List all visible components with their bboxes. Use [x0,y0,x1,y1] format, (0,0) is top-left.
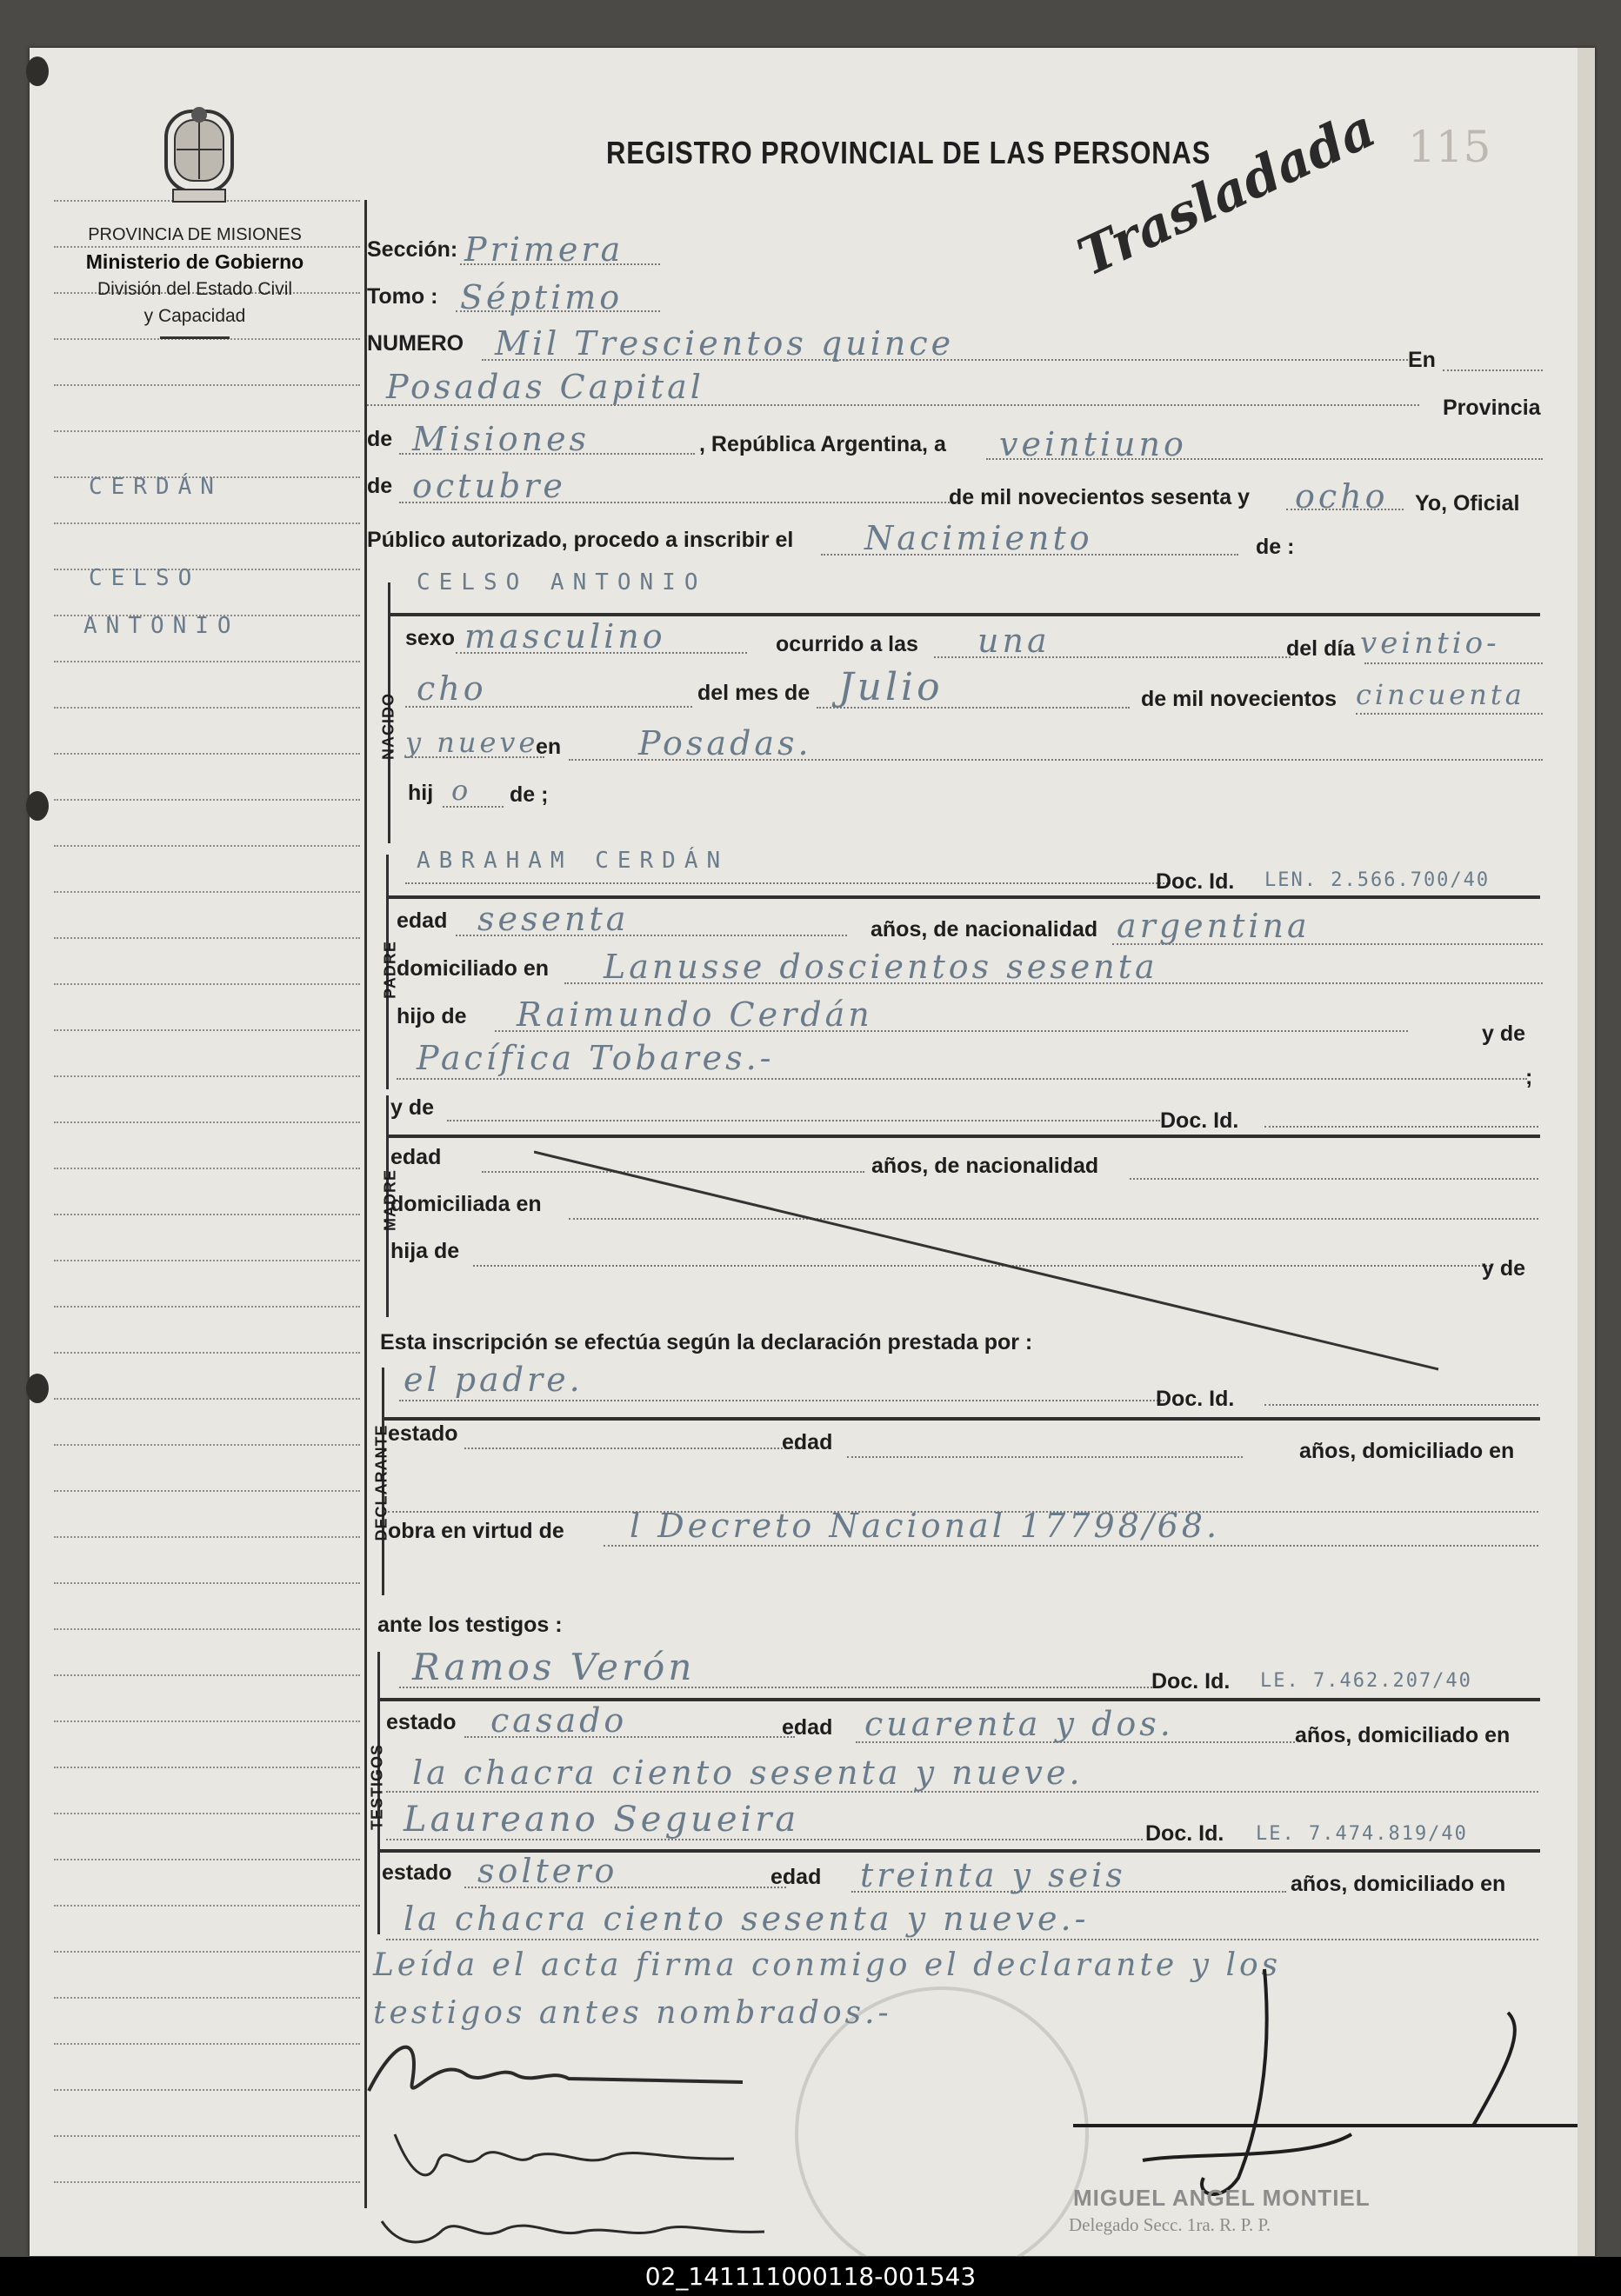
value-padre-nacionalidad: argentina [1117,907,1311,945]
label-del-mes: del mes de [697,681,810,705]
value-padre-nombre: ABRAHAM CERDÁN [417,848,730,874]
value-testigo2-estado: soltero [477,1852,618,1890]
value-numero: Mil Trescientos quince [495,324,955,363]
label-en-lugar: en [536,735,562,759]
value-lugar: Posadas Capital [386,368,704,406]
value-testigo1-edad: cuarenta y dos. [864,1705,1174,1743]
label-estado-testigo2: estado [382,1860,452,1885]
value-mes: octubre [412,467,566,505]
margin-surname: CERDÁN [89,474,223,500]
label-provincia: Provincia [1443,396,1541,420]
section-nacido: NACIDO [379,693,397,760]
label-edad-padre: edad [397,908,448,933]
column-divider [364,200,367,2208]
value-padre-domicilio: Lanusse doscientos sesenta [604,948,1158,986]
label-ante-testigos: ante los testigos : [377,1613,563,1637]
coat-of-arms-icon [156,104,243,213]
label-domiciliada-madre: domiciliada en [390,1192,542,1216]
label-inscripcion: Esta inscripción se efectúa según la declaración prestada por : [380,1330,1033,1354]
division-line-2: y Capacidad [143,306,246,326]
value-tomo: Séptimo [460,278,624,316]
value-decreto: l Decreto Nacional 17798/68. [630,1507,1221,1545]
label-doc-testigo1: Doc. Id. [1151,1669,1231,1694]
issuing-authority [64,222,325,339]
official-title: Delegado Secc. 1ra. R. P. P. [1069,2214,1271,2235]
label-en: En [1408,348,1436,372]
signature-oficial [1021,1960,1595,2221]
label-numero: NUMERO [367,331,464,356]
label-hij: hij [408,781,434,805]
value-dia: veintiuno [999,425,1187,463]
value-sexo: masculino [464,617,666,656]
label-semicolon: ; [1525,1065,1533,1089]
binder-hole [26,57,49,86]
label-hijo-de: hijo de [397,1004,467,1028]
value-abuela: Pacífica Tobares.- [417,1039,775,1077]
value-anio-nacimiento-1: cincuenta [1356,678,1525,711]
value-acto: Nacimiento [864,519,1093,557]
label-doc-declarante: Doc. Id. [1156,1387,1235,1411]
label-anos-nacionalidad-madre: años, de nacionalidad [871,1154,1099,1178]
value-testigo2-edad: treinta y seis [860,1856,1126,1894]
label-doc-testigo2: Doc. Id. [1145,1821,1224,1846]
label-de-provincia: de [367,427,393,451]
value-testigo1-doc: LE. 7.462.207/40 [1260,1670,1472,1692]
value-mes-nacimiento: Julio [838,665,944,709]
value-testigo2-doc: LE. 7.474.819/40 [1256,1823,1468,1845]
value-hora: una [977,622,1051,660]
label-edad-testigo2: edad [770,1865,822,1889]
label-ocurrido: ocurrido a las [776,632,918,656]
value-testigo1-estado: casado [490,1701,628,1740]
label-doc-madre: Doc. Id. [1160,1108,1239,1133]
label-estado-testigo1: estado [386,1710,457,1734]
label-republica: , República Argentina, a [699,432,946,456]
value-lugar-nacimiento: Posadas. [638,724,812,762]
label-edad-testigo1: edad [782,1715,833,1740]
binder-hole [26,791,49,821]
value-anio: ocho [1295,477,1389,516]
label-domiciliado-padre: domiciliado en [397,956,550,981]
label-anos-domiciliado-testigo2: años, domiciliado en [1291,1872,1506,1896]
value-testigo2-domicilio: la chacra ciento sesenta y nueve.- [404,1900,1090,1938]
label-y-de-madre: y de [390,1095,435,1120]
label-publico: Público autorizado, procedo a inscribir el [367,528,794,552]
page-number: 115 [1408,122,1491,172]
value-cierre-1: Leída el acta firma conmigo el declarante y los [373,1947,1282,1983]
value-dia-nacimiento-2: cho [417,669,487,708]
section-declarante: DECLARANTE [372,1424,390,1541]
label-anos-nacionalidad-padre: años, de nacionalidad [871,917,1098,942]
register-page [30,48,1595,2256]
value-provincia: Misiones [412,420,590,458]
label-estado-declarante: estado [388,1421,458,1446]
label-y-de-padre: y de [1482,1022,1526,1046]
section-testigos: TESTIGOS [368,1744,386,1831]
value-declarante: el padre. [404,1361,584,1399]
ministry-name: Ministerio de Gobierno [85,250,304,273]
division-line-1: División del Estado Civil [97,279,293,299]
transferred-stamp: Trasladada [1069,97,1385,289]
value-dia-nacimiento-1: veintio- [1360,626,1500,661]
label-anos-domiciliado-testigo1: años, domiciliado en [1295,1723,1511,1747]
image-id-bar: 02_141111000118-001543 [0,2257,1621,2296]
label-de-mil-novecientos: de mil novecientos [1141,687,1337,711]
binder-hole [26,1374,49,1403]
label-de-mes: de [367,474,393,498]
official-name: MIGUEL ANGEL MONTIEL [1073,2185,1371,2211]
label-yo-oficial: Yo, Oficial [1415,491,1520,516]
label-y-de-madre-2: y de [1482,1256,1526,1281]
value-nacido-nombre: CELSO ANTONIO [417,569,707,596]
value-hij: o [451,774,472,807]
page-title: REGISTRO PROVINCIAL DE LAS PERSONAS [606,135,1211,170]
section-padre: PADRE [381,941,399,999]
value-padre-doc: LEN. 2.566.700/40 [1264,869,1491,891]
value-padre-edad: sesenta [477,900,630,938]
signature-testigo2 [373,2186,790,2265]
province-name: PROVINCIA DE MISIONES [88,225,302,244]
label-hija-de: hija de [390,1239,460,1263]
value-abuelo: Raimundo Cerdán [517,995,873,1034]
label-edad-madre: edad [390,1145,442,1169]
label-obra: obra en virtud de [388,1519,564,1543]
value-anio-nacimiento-2: y nueve [405,726,539,759]
value-testigo1-nombre: Ramos Verón [412,1646,696,1688]
label-seccion: Sección: [367,237,458,262]
label-del-dia: del día [1286,636,1356,661]
value-cierre-2: testigos antes nombrados.- [373,1995,892,2031]
section-madre: MADRE [381,1169,399,1231]
value-seccion: Primera [464,230,624,269]
label-de-colon: de : [1256,535,1295,559]
label-de-semicolon: de ; [510,782,549,807]
label-sexo: sexo [405,626,455,650]
margin-name-1: CELSO [89,565,201,591]
label-de-mil-sesenta: de mil novecientos sesenta y [949,485,1250,509]
value-testigo1-domicilio: la chacra ciento sesenta y nueve. [412,1754,1084,1792]
label-anos-domiciliado-declarante: años, domiciliado en [1299,1439,1515,1463]
value-testigo2-nombre: Laureano Segueira [404,1800,800,1840]
label-doc-padre: Doc. Id. [1156,869,1235,894]
label-tomo: Tomo : [367,284,438,309]
margin-name-2: ANTONIO [83,613,240,639]
label-edad-declarante: edad [782,1430,833,1454]
